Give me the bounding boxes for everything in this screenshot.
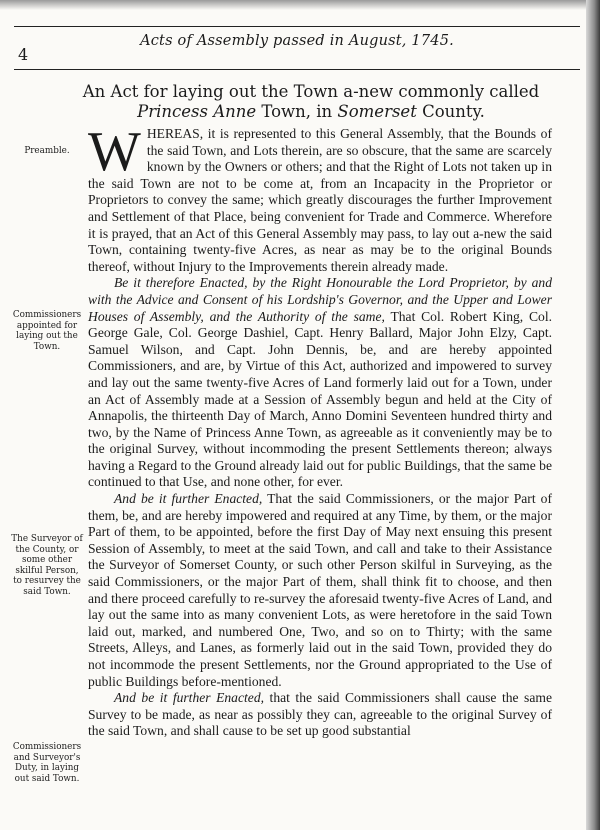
act-title-county: Somerset: [337, 102, 417, 121]
paragraph-preamble: [88, 121, 552, 275]
act-title-part3: County.: [416, 102, 485, 121]
paragraph-commissioners: [88, 275, 552, 491]
act-title-town: Princess Anne: [137, 102, 257, 121]
drop-cap: W: [88, 121, 141, 183]
paragraph-duty-text: that the said Commissioners shall cause the same Survey to be made, as near as possibly they can, agreeable to the original Survey of the said Town, and shall cause to be set up good substantial: [88, 690, 552, 739]
page-number: 4: [18, 45, 29, 64]
paragraph-commissioners-text: That Col. Robert King, Col. George Gale, Col. George Dashiel, Capt. Henry Ballard, Major John Elzy, Capt. Samuel Wilson, and Capt. John Dennis, be, and are hereby appointed Commissioners, and are, by Virtue of this Act, authorized and impowered to survey and lay out the same twenty-five Acres of Land formerly laid out for a Town, under an Act of Assembly made at a Session of Assembly begun and held at the City of Annapolis, the thirteenth Day of March, Anno Domini Seventeen hundred thirty and two, by the Name of Princess Anne Town, as agreeable as it conveniently may be to the original Survey, without incommoding the present Settlements thereon; always having a Regard to the Ground already laid out for public Buildings, that the same be continued to that Use, and none other, for ever.: [88, 308, 552, 490]
margin-note-commissioners: Commissioners appointed for laying out the Town.: [12, 310, 82, 352]
enacting-clause: Be it therefore Enacted, by the Right Honourable the Lord Proprietor, by and with the Advice and Consent of his Lordship's Governor, and the Upper and Lower Houses of Assembly, and the Authority of the same,: [88, 275, 552, 324]
enacting-clause: And be it further Enacted,: [114, 491, 263, 507]
margin-note-surveyor: The Surveyor of the County, or some other skilful Person, to resurvey the said Town.: [11, 534, 83, 597]
paragraph-duty: [88, 690, 552, 740]
paragraph-resurvey-text: That the said Commissioners, or the major Part of them, be, and are hereby impowered and required at any Time, by them, or the major Part of them, to be appointed, before the first Day of May next ensuing this present Session of Assembly, to meet at the said Town, and call and take to their Assistance the Surveyor of Somerset County, or such other Person skilful in Surveying, as the said Commissioners, or the major Part of them, shall think fit to choose, and then and there proceed carefully to re-survey the aforesaid twenty-five Acres of Land, and lay out the same into as many convenient Lots, as were heretofore in the said Town laid out, marked, and numbered One, Two, and so on to Thirty; with the same Streets, Alleys, and Lanes, as formerly laid out in the said Town, provided they do not incommode the present Settlements, nor the Ground appropriated to the Use of public Buildings before-mentioned.: [88, 491, 553, 689]
running-head-title: Acts of Assembly passed in August, 1745.: [140, 33, 454, 49]
scan-shadow-top: [0, 0, 586, 10]
margin-note-duty: Commissioners and Surveyor's Duty, in laying out said Town.: [12, 742, 82, 784]
scan-shadow-right: [586, 0, 600, 830]
act-title: [76, 82, 546, 122]
paragraph-resurvey: [88, 491, 552, 690]
paragraph-preamble-text: HEREAS, it is represented to this General Assembly, that the Bounds of the said Town, and Lots therein, are so obscure, that the same are scarcely known by the Owners or others; and that the Right of Lots not taken up in the said Town are not to be come at, from an Incapacity in the Proprietor or Proprietors to convey the same; which greatly discourages the further Improvement and Settlement of that Place, being convenient for Trade and Commerce. Wherefore it is prayed, that an Act of this General Assembly may pass, to lay out a-new the said Town, containing twenty-five Acres, as near as may be to the original Bounds thereof, without Injury to the Improvements therein already made.: [88, 126, 552, 274]
margin-note-preamble: Preamble.: [24, 146, 70, 156]
enacting-clause: And be it further Enacted,: [114, 690, 265, 706]
running-head: [14, 26, 580, 70]
act-title-part1: An Act for laying out the Town a-new commonly called: [82, 82, 540, 101]
act-body: [88, 121, 553, 740]
act-title-part2: Town, in: [256, 102, 338, 121]
